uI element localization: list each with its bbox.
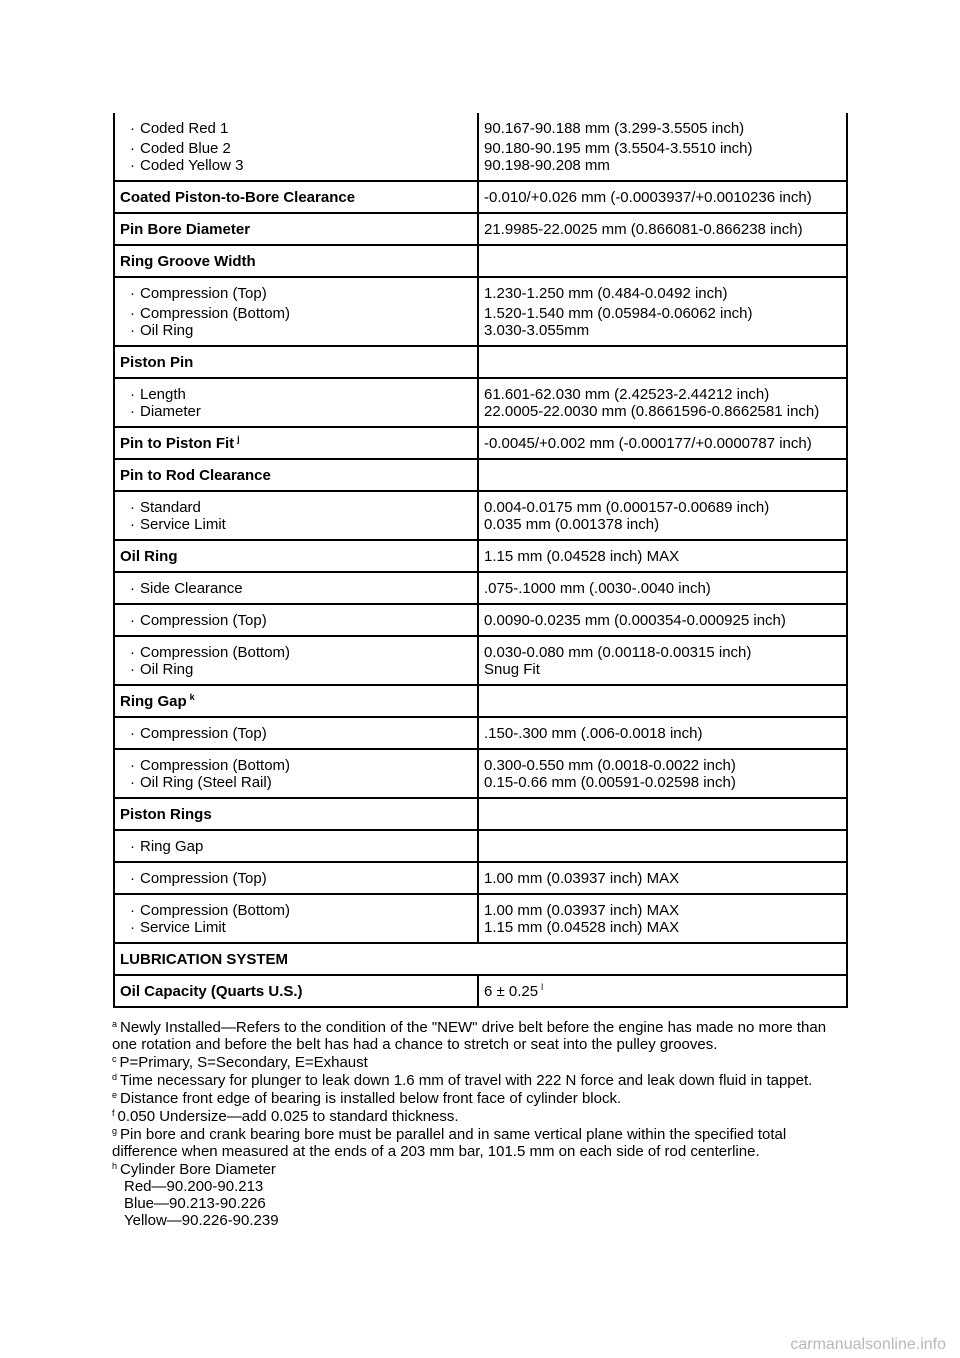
spec-heading-label bbox=[114, 213, 478, 245]
spec-row bbox=[114, 798, 847, 830]
spec-value bbox=[478, 181, 847, 213]
spec-sub-label bbox=[114, 919, 478, 943]
spec-sub-label bbox=[114, 378, 478, 403]
spec-name-text: Compression (Bottom) bbox=[140, 902, 291, 919]
spec-value-text: 1.00 mm (0.03937 inch) MAX bbox=[484, 870, 680, 887]
spec-value bbox=[478, 302, 847, 322]
spec-value bbox=[478, 137, 847, 157]
spec-row bbox=[114, 685, 847, 717]
spec-value bbox=[478, 717, 847, 749]
spec-sub-label bbox=[114, 322, 478, 346]
spec-sub-label bbox=[114, 774, 478, 798]
spec-row bbox=[114, 213, 847, 245]
bullet-icon: · bbox=[130, 774, 135, 791]
spec-name-text: Ring Gap bbox=[140, 838, 204, 855]
footnote-subline: Blue—90.213-90.226 bbox=[124, 1195, 266, 1212]
bullet-icon: · bbox=[130, 644, 135, 661]
spec-value-text: 0.004-0.0175 mm (0.000157-0.00689 inch) bbox=[484, 499, 770, 516]
spec-value bbox=[478, 798, 847, 830]
footnote-marker: e bbox=[112, 1090, 118, 1100]
spec-sub-label bbox=[114, 302, 478, 322]
spec-name-text: Coded Red 1 bbox=[140, 120, 229, 137]
spec-row bbox=[114, 491, 847, 516]
spec-name-text: Compression (Top) bbox=[140, 870, 267, 887]
footnote-marker: l bbox=[541, 982, 544, 992]
spec-row bbox=[114, 919, 847, 943]
spec-row bbox=[114, 459, 847, 491]
footnote-text: Distance front edge of bearing is installed below front face of cylinder block. bbox=[120, 1090, 622, 1107]
spec-name-text: Length bbox=[140, 386, 186, 403]
spec-name-text: Side Clearance bbox=[140, 580, 243, 597]
spec-value bbox=[478, 636, 847, 661]
footnote bbox=[112, 1108, 852, 1125]
spec-table-body bbox=[114, 113, 847, 1007]
spec-heading-label bbox=[114, 685, 478, 717]
spec-sub-label bbox=[114, 572, 478, 604]
footnote bbox=[112, 1072, 852, 1089]
spec-sub-label bbox=[114, 830, 478, 862]
spec-value-text: Snug Fit bbox=[484, 661, 540, 678]
bullet-icon: · bbox=[130, 285, 135, 302]
bullet-icon: · bbox=[130, 757, 135, 774]
spec-row bbox=[114, 427, 847, 459]
bullet-icon: · bbox=[130, 305, 135, 322]
footnote bbox=[112, 1126, 852, 1160]
spec-row bbox=[114, 181, 847, 213]
spec-heading-label bbox=[114, 459, 478, 491]
spec-name-text: Service Limit bbox=[140, 919, 226, 936]
spec-sub-label bbox=[114, 491, 478, 516]
spec-name-text: Oil Capacity (Quarts U.S.) bbox=[120, 983, 303, 1000]
spec-sub-label bbox=[114, 516, 478, 540]
spec-name-text: Compression (Bottom) bbox=[140, 644, 291, 661]
spec-value-text: .075-.1000 mm (.0030-.0040 inch) bbox=[484, 580, 711, 597]
spec-sub-label bbox=[114, 277, 478, 302]
spec-value-text: 1.230-1.250 mm (0.484-0.0492 inch) bbox=[484, 285, 728, 302]
spec-value-text: 61.601-62.030 mm (2.42523-2.44212 inch) bbox=[484, 386, 770, 403]
spec-name-text: Compression (Top) bbox=[140, 612, 267, 629]
spec-sub-label bbox=[114, 113, 478, 137]
spec-value-text: 1.520-1.540 mm (0.05984-0.06062 inch) bbox=[484, 305, 753, 322]
spec-row bbox=[114, 894, 847, 919]
bullet-icon: · bbox=[130, 157, 135, 174]
watermark: carmanualsonline.info bbox=[790, 1336, 946, 1353]
bullet-icon: · bbox=[130, 725, 135, 742]
spec-value bbox=[478, 661, 847, 685]
bullet-icon: · bbox=[130, 919, 135, 936]
spec-value bbox=[478, 975, 847, 1007]
spec-value bbox=[478, 403, 847, 427]
spec-value bbox=[478, 862, 847, 894]
spec-value bbox=[478, 516, 847, 540]
spec-value-text: 22.0005-22.0030 mm (0.8661596-0.8662581 inch) bbox=[484, 403, 820, 420]
spec-sub-label bbox=[114, 403, 478, 427]
spec-sub-label bbox=[114, 157, 478, 181]
spec-value-text: 90.167-90.188 mm (3.299-3.5505 inch) bbox=[484, 120, 745, 137]
spec-value bbox=[478, 346, 847, 378]
bullet-icon: · bbox=[130, 322, 135, 339]
spec-row bbox=[114, 749, 847, 774]
spec-row bbox=[114, 378, 847, 403]
spec-row bbox=[114, 943, 847, 975]
footnote-marker: g bbox=[112, 1126, 118, 1136]
spec-name-text: Pin Bore Diameter bbox=[120, 221, 251, 238]
spec-sub-label bbox=[114, 604, 478, 636]
spec-heading-label bbox=[114, 798, 478, 830]
spec-value bbox=[478, 491, 847, 516]
spec-sub-label bbox=[114, 137, 478, 157]
spec-row bbox=[114, 830, 847, 862]
spec-heading-label bbox=[114, 540, 478, 572]
footnote bbox=[112, 1054, 852, 1071]
spec-name-text: Compression (Top) bbox=[140, 725, 267, 742]
bullet-icon: · bbox=[130, 838, 135, 855]
spec-value bbox=[478, 685, 847, 717]
spec-heading-label bbox=[114, 975, 478, 1007]
spec-value bbox=[478, 459, 847, 491]
bullet-icon: · bbox=[130, 902, 135, 919]
bullet-icon: · bbox=[130, 516, 135, 533]
spec-name-text: Piston Pin bbox=[120, 354, 194, 371]
spec-name-text: Compression (Top) bbox=[140, 285, 267, 302]
spec-row bbox=[114, 403, 847, 427]
spec-value-text: 0.030-0.080 mm (0.00118-0.00315 inch) bbox=[484, 644, 752, 661]
bullet-icon: · bbox=[130, 120, 135, 137]
spec-value bbox=[478, 749, 847, 774]
bullet-icon: · bbox=[130, 580, 135, 597]
spec-value bbox=[478, 604, 847, 636]
spec-name-text: Oil Ring bbox=[120, 548, 178, 565]
spec-value-text: 0.300-0.550 mm (0.0018-0.0022 inch) bbox=[484, 757, 736, 774]
spec-value-text: 1.15 mm (0.04528 inch) MAX bbox=[484, 548, 680, 565]
spec-name-text: Compression (Bottom) bbox=[140, 757, 291, 774]
spec-row bbox=[114, 322, 847, 346]
spec-name-text: Standard bbox=[140, 499, 201, 516]
spec-name-text: Pin to Rod Clearance bbox=[120, 467, 271, 484]
spec-value bbox=[478, 277, 847, 302]
spec-value bbox=[478, 830, 847, 862]
bullet-icon: · bbox=[130, 403, 135, 420]
spec-sub-label bbox=[114, 661, 478, 685]
bullet-icon: · bbox=[130, 386, 135, 403]
footnote-marker: h bbox=[112, 1161, 118, 1171]
spec-value-text: -0.0045/+0.002 mm (-0.000177/+0.0000787 inch) bbox=[484, 435, 812, 452]
spec-value-text: .150-.300 mm (.006-0.0018 inch) bbox=[484, 725, 703, 742]
bullet-icon: · bbox=[130, 499, 135, 516]
spec-row bbox=[114, 661, 847, 685]
spec-row bbox=[114, 346, 847, 378]
spec-row bbox=[114, 540, 847, 572]
spec-name-text: Piston Rings bbox=[120, 806, 212, 823]
spec-name-text: Service Limit bbox=[140, 516, 226, 533]
footnote-text: Time necessary for plunger to leak down 1.6 mm of travel with 222 N force and leak down fluid in tappet. bbox=[120, 1072, 813, 1089]
spec-value bbox=[478, 157, 847, 181]
spec-value bbox=[478, 245, 847, 277]
spec-row bbox=[114, 572, 847, 604]
footnote-marker: f bbox=[112, 1108, 115, 1118]
spec-row bbox=[114, 975, 847, 1007]
spec-row bbox=[114, 774, 847, 798]
section-heading bbox=[114, 943, 847, 975]
spec-row bbox=[114, 636, 847, 661]
bullet-icon: · bbox=[130, 870, 135, 887]
spec-row bbox=[114, 862, 847, 894]
spec-name-text: Ring Groove Width bbox=[120, 253, 256, 270]
footnote-subline: Red—90.200-90.213 bbox=[124, 1178, 264, 1195]
spec-heading-label bbox=[114, 181, 478, 213]
spec-sub-label bbox=[114, 894, 478, 919]
spec-name-text: Coated Piston-to-Bore Clearance bbox=[120, 189, 356, 206]
spec-name-text: Compression (Bottom) bbox=[140, 305, 291, 322]
spec-name-text: Ring Gap bbox=[120, 693, 187, 710]
spec-value bbox=[478, 113, 847, 137]
spec-name-text: Diameter bbox=[140, 403, 201, 420]
spec-row bbox=[114, 113, 847, 137]
footnote bbox=[112, 1161, 852, 1229]
footnote-marker: c bbox=[112, 1054, 117, 1064]
spec-table bbox=[113, 113, 848, 1008]
footnote bbox=[112, 1019, 852, 1053]
spec-sub-label bbox=[114, 749, 478, 774]
spec-value-text: 1.00 mm (0.03937 inch) MAX bbox=[484, 902, 680, 919]
spec-name-text: Oil Ring bbox=[140, 661, 194, 678]
bullet-icon: · bbox=[130, 140, 135, 157]
footnote-text: Cylinder Bore Diameter bbox=[120, 1161, 276, 1178]
spec-row bbox=[114, 302, 847, 322]
section-heading-label: LUBRICATION SYSTEM bbox=[120, 951, 289, 968]
spec-value-text: 1.15 mm (0.04528 inch) MAX bbox=[484, 919, 680, 936]
footnote-text: Newly Installed—Refers to the condition of the "NEW" drive belt before the engine has made no more than one rotation and before the belt has had a chance to stretch or seat into the pulley grooves. bbox=[112, 1019, 827, 1053]
spec-value bbox=[478, 427, 847, 459]
spec-sub-label bbox=[114, 636, 478, 661]
spec-value-text: 0.035 mm (0.001378 inch) bbox=[484, 516, 660, 533]
spec-value bbox=[478, 894, 847, 919]
spec-name-text: Pin to Piston Fit bbox=[120, 435, 235, 452]
spec-row bbox=[114, 245, 847, 277]
spec-row bbox=[114, 717, 847, 749]
spec-value-text: 0.0090-0.0235 mm (0.000354-0.000925 inch) bbox=[484, 612, 786, 629]
spec-value-text: -0.010/+0.026 mm (-0.0003937/+0.0010236 inch) bbox=[484, 189, 812, 206]
footnote-marker: a bbox=[112, 1019, 118, 1029]
spec-name-text: Oil Ring bbox=[140, 322, 194, 339]
spec-row bbox=[114, 137, 847, 157]
spec-sub-label bbox=[114, 717, 478, 749]
spec-value bbox=[478, 919, 847, 943]
spec-row bbox=[114, 277, 847, 302]
spec-row bbox=[114, 604, 847, 636]
spec-value bbox=[478, 540, 847, 572]
footnote bbox=[112, 1090, 852, 1107]
spec-row bbox=[114, 516, 847, 540]
spec-heading-label bbox=[114, 245, 478, 277]
footnote-text: Pin bore and crank bearing bore must be parallel and in same vertical plane within the specified total difference when measured at the ends of a 203 mm bar, 101.5 mm on each side of rod centerline. bbox=[112, 1126, 787, 1160]
spec-heading-label bbox=[114, 346, 478, 378]
spec-value-text: 21.9985-22.0025 mm (0.866081-0.866238 inch) bbox=[484, 221, 803, 238]
spec-value bbox=[478, 213, 847, 245]
footnotes bbox=[112, 1019, 852, 1230]
spec-value bbox=[478, 774, 847, 798]
spec-row bbox=[114, 157, 847, 181]
spec-value bbox=[478, 322, 847, 346]
spec-value-text: 0.15-0.66 mm (0.00591-0.02598 inch) bbox=[484, 774, 736, 791]
spec-value-text: 3.030-3.055mm bbox=[484, 322, 590, 339]
footnote-marker: k bbox=[189, 692, 195, 702]
spec-value-text: 90.198-90.208 mm bbox=[484, 157, 610, 174]
footnote-subline: Yellow—90.226-90.239 bbox=[124, 1212, 279, 1229]
bullet-icon: · bbox=[130, 612, 135, 629]
spec-name-text: Oil Ring (Steel Rail) bbox=[140, 774, 272, 791]
footnote-marker: j bbox=[237, 434, 240, 444]
spec-value-text: 90.180-90.195 mm (3.5504-3.5510 inch) bbox=[484, 140, 753, 157]
footnote-text: 0.050 Undersize—add 0.025 to standard thickness. bbox=[117, 1108, 459, 1125]
spec-heading-label bbox=[114, 427, 478, 459]
bullet-icon: · bbox=[130, 661, 135, 678]
spec-value-text: 6 ± 0.25 bbox=[484, 983, 539, 1000]
spec-name-text: Coded Yellow 3 bbox=[140, 157, 244, 174]
footnote-text: P=Primary, S=Secondary, E=Exhaust bbox=[119, 1054, 368, 1071]
spec-name-text: Coded Blue 2 bbox=[140, 140, 231, 157]
spec-value bbox=[478, 378, 847, 403]
spec-value bbox=[478, 572, 847, 604]
footnote-marker: d bbox=[112, 1072, 118, 1082]
spec-sub-label bbox=[114, 862, 478, 894]
